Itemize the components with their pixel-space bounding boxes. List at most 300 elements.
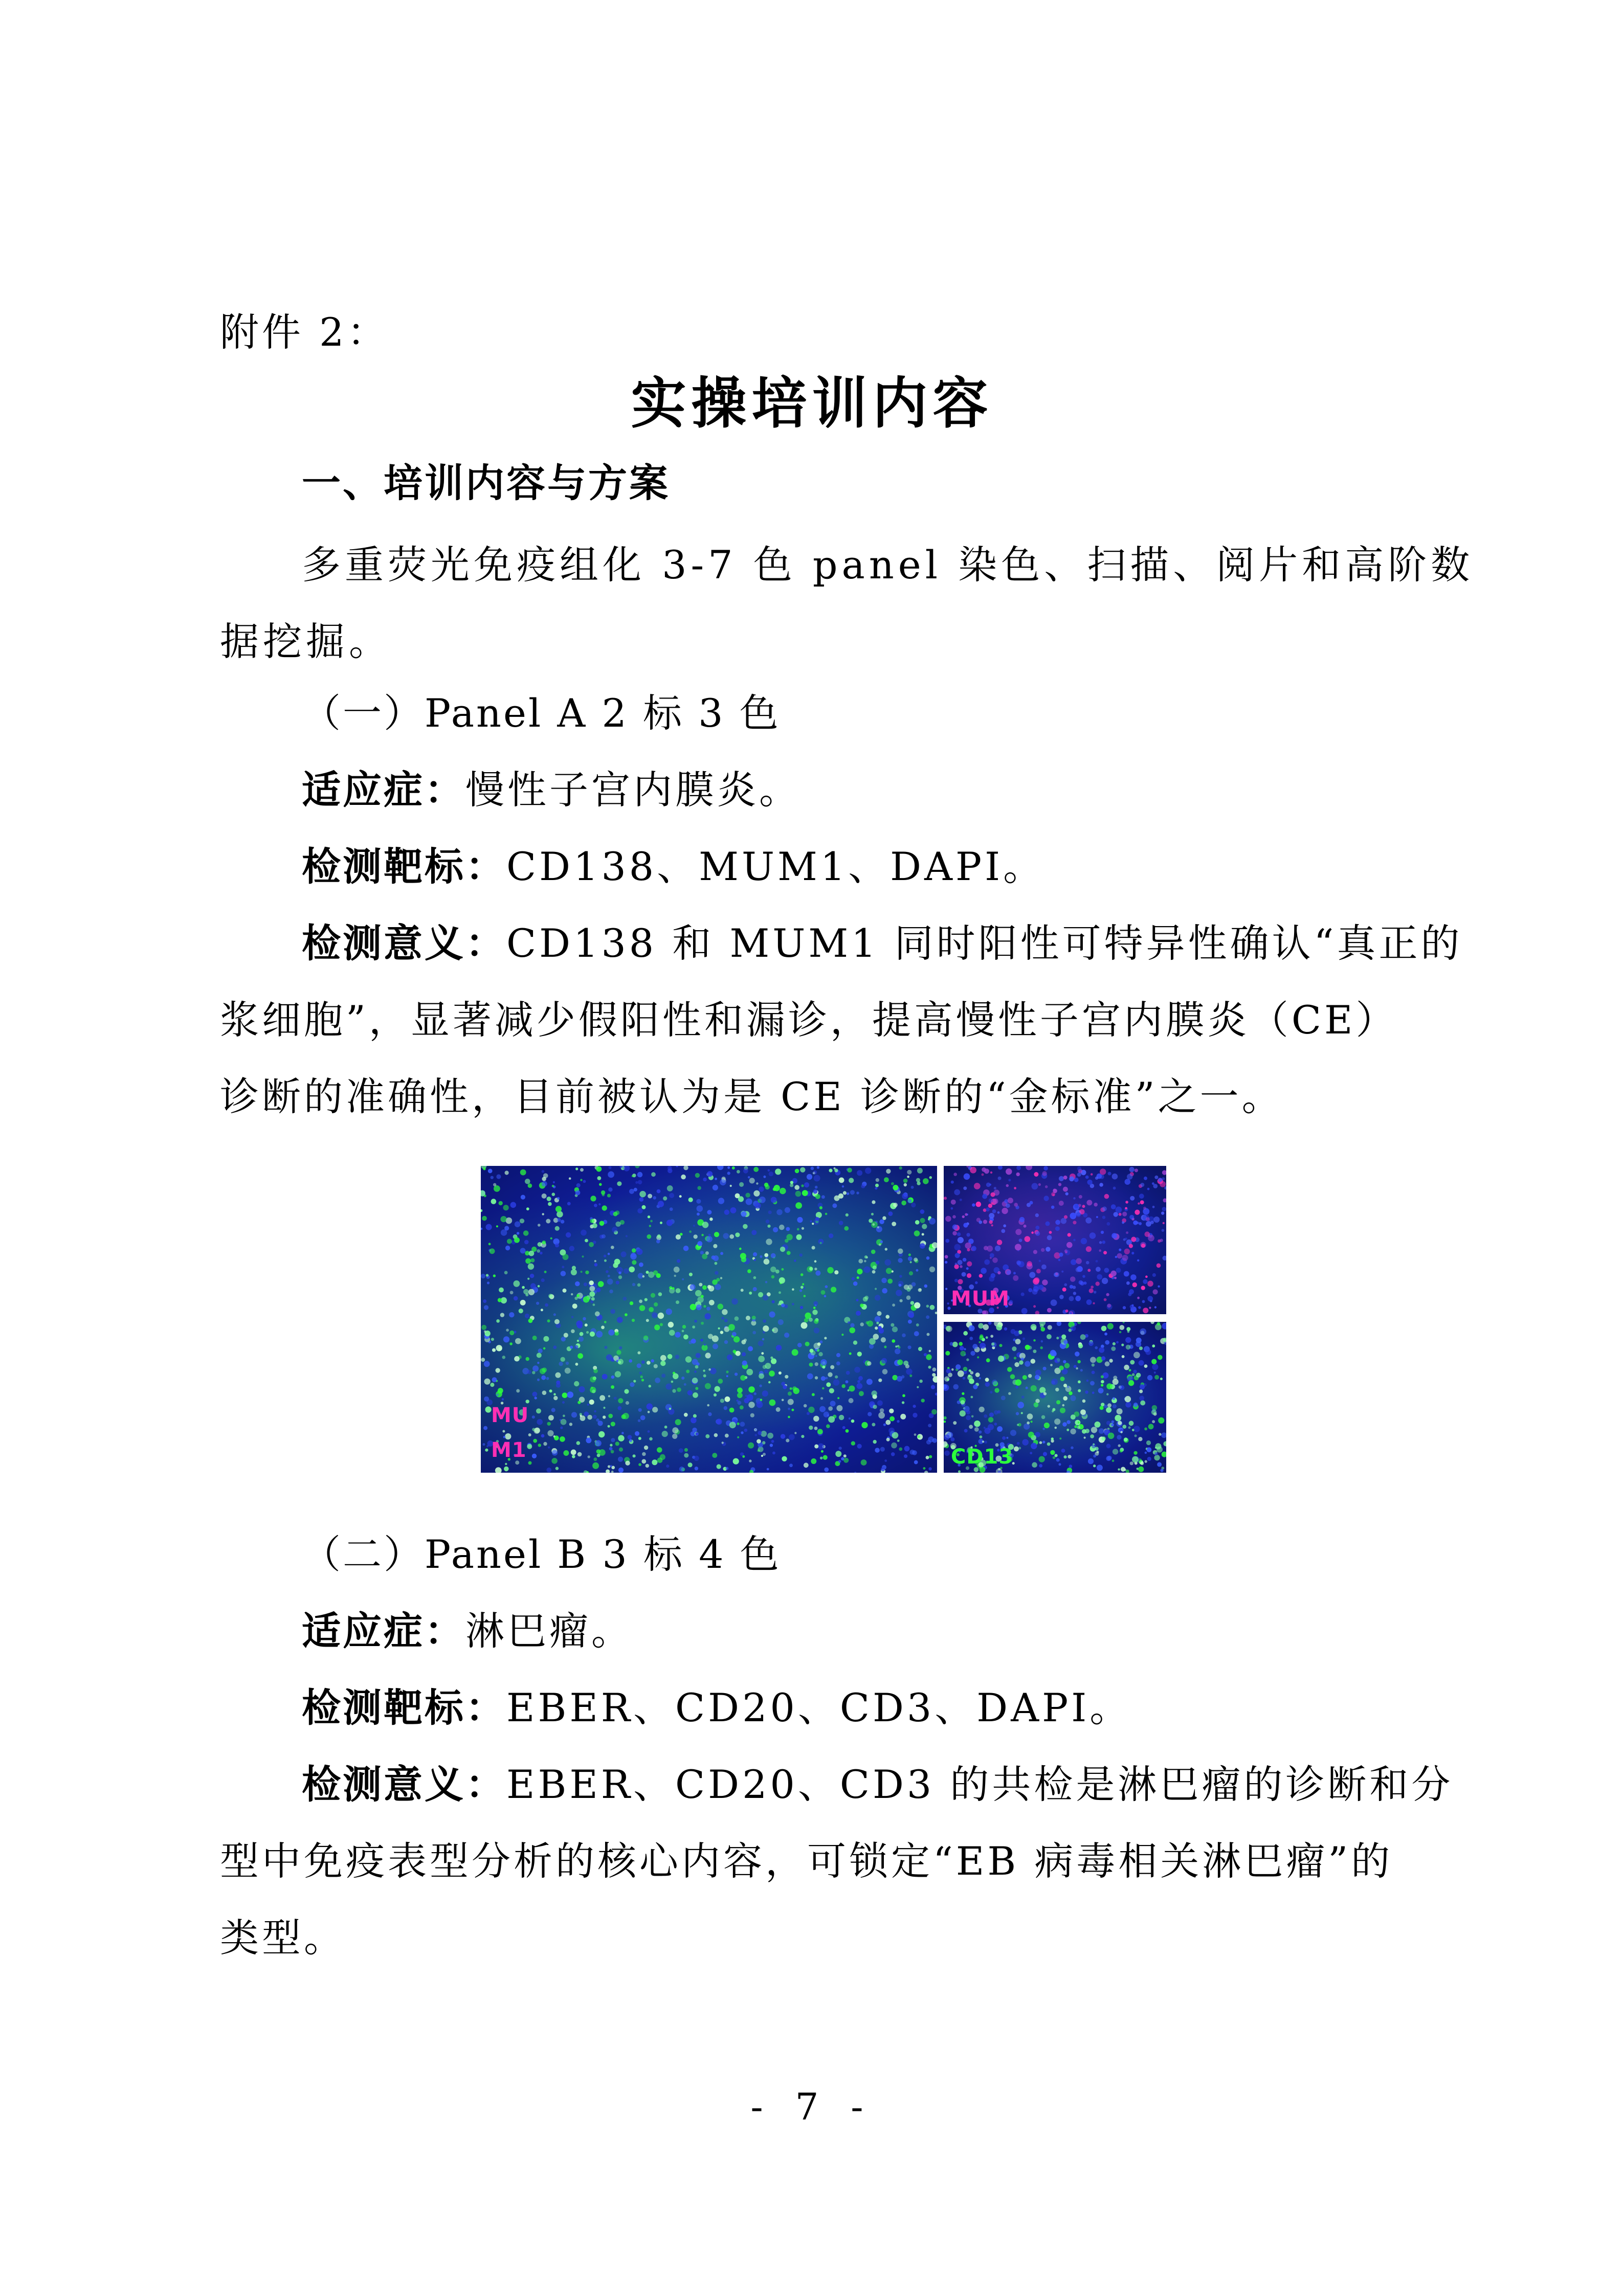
cell-speck: [519, 1309, 523, 1313]
cell-speck: [1063, 1340, 1067, 1344]
cell-speck: [1138, 1467, 1144, 1472]
cell-speck: [506, 1329, 509, 1332]
cell-speck: [729, 1408, 735, 1413]
cell-speck: [635, 1431, 639, 1436]
cell-speck: [929, 1413, 934, 1419]
cell-speck: [1064, 1455, 1067, 1458]
cell-speck: [873, 1440, 877, 1444]
cell-speck: [1063, 1176, 1067, 1180]
cell-speck: [674, 1267, 680, 1273]
cell-speck: [1086, 1246, 1092, 1252]
cell-speck: [637, 1172, 643, 1178]
cell-speck: [604, 1259, 607, 1262]
cell-speck: [884, 1459, 887, 1462]
cell-speck: [976, 1202, 982, 1207]
cell-speck: [864, 1260, 866, 1263]
cell-speck: [486, 1274, 488, 1276]
cell-speck: [1129, 1244, 1133, 1248]
cell-speck: [1126, 1231, 1128, 1234]
cell-speck: [752, 1331, 756, 1335]
cell-speck: [481, 1274, 485, 1278]
cell-speck: [958, 1470, 961, 1473]
cell-speck: [509, 1342, 513, 1345]
cell-speck: [781, 1434, 786, 1439]
cell-speck: [1061, 1271, 1063, 1273]
cell-speck: [814, 1319, 818, 1324]
cell-speck: [737, 1170, 740, 1174]
cell-speck: [944, 1451, 950, 1456]
cell-speck: [771, 1197, 777, 1203]
cell-speck: [755, 1203, 761, 1209]
cell-speck: [571, 1269, 577, 1275]
cell-speck: [696, 1353, 701, 1358]
cell-speck: [882, 1216, 886, 1220]
cell-speck: [689, 1273, 693, 1276]
cell-speck: [1022, 1375, 1027, 1380]
cell-speck: [649, 1385, 651, 1387]
cell-speck: [661, 1374, 665, 1378]
cell-speck: [776, 1345, 782, 1350]
cell-speck: [932, 1376, 937, 1383]
cell-speck: [951, 1207, 953, 1210]
cell-speck: [814, 1327, 819, 1333]
cell-speck: [547, 1468, 552, 1473]
cell-speck: [732, 1332, 737, 1337]
cell-speck: [1163, 1256, 1166, 1260]
cell-speck: [697, 1212, 700, 1215]
cell-speck: [1147, 1296, 1153, 1301]
cell-speck: [1078, 1344, 1083, 1348]
cell-speck: [820, 1359, 827, 1366]
cell-speck: [1079, 1195, 1082, 1199]
cell-speck: [483, 1443, 485, 1446]
cell-speck: [917, 1181, 920, 1185]
cell-speck: [555, 1206, 562, 1212]
cell-speck: [1056, 1400, 1060, 1404]
cell-speck: [923, 1467, 925, 1470]
cell-speck: [483, 1167, 486, 1170]
cell-speck: [610, 1309, 615, 1314]
cell-speck: [1152, 1182, 1154, 1185]
cell-speck: [1134, 1434, 1137, 1437]
cell-speck: [692, 1325, 695, 1329]
cell-speck: [715, 1178, 717, 1180]
cell-speck: [680, 1233, 683, 1236]
cell-speck: [951, 1200, 956, 1205]
cell-speck: [555, 1243, 559, 1247]
cell-speck: [988, 1322, 992, 1325]
cell-speck: [1025, 1236, 1031, 1242]
cell-speck: [1158, 1286, 1160, 1288]
cell-speck: [1120, 1386, 1122, 1388]
cell-speck: [849, 1398, 854, 1403]
cell-speck: [1111, 1421, 1115, 1424]
cell-speck: [501, 1216, 507, 1222]
cell-speck: [642, 1275, 645, 1278]
cell-speck: [867, 1320, 873, 1326]
cell-speck: [684, 1453, 688, 1458]
cell-speck: [1154, 1452, 1158, 1456]
cell-speck: [843, 1458, 849, 1463]
cell-speck: [1025, 1345, 1030, 1350]
cell-speck: [1161, 1432, 1166, 1438]
cell-speck: [875, 1288, 877, 1290]
cell-speck: [612, 1227, 617, 1232]
cell-speck: [1041, 1340, 1043, 1343]
cell-speck: [839, 1415, 844, 1420]
cell-speck: [1027, 1261, 1032, 1267]
cell-speck: [516, 1389, 520, 1392]
cell-speck: [1143, 1207, 1146, 1210]
cell-speck: [975, 1281, 978, 1285]
cell-speck: [646, 1271, 649, 1274]
cell-speck: [679, 1467, 684, 1472]
cell-speck: [928, 1366, 931, 1369]
cell-speck: [694, 1370, 696, 1372]
cell-speck: [926, 1440, 931, 1445]
cell-speck: [1039, 1260, 1041, 1262]
cell-speck: [780, 1247, 785, 1252]
cell-speck: [830, 1401, 836, 1406]
cell-speck: [909, 1375, 912, 1377]
cell-speck: [1017, 1424, 1019, 1426]
cell-speck: [771, 1358, 776, 1364]
cell-speck: [599, 1221, 605, 1226]
cell-speck: [1129, 1289, 1134, 1294]
cell-speck: [577, 1323, 583, 1329]
cell-speck: [639, 1305, 646, 1311]
cell-speck: [499, 1201, 503, 1205]
cell-speck: [1116, 1268, 1121, 1273]
cell-speck: [815, 1194, 820, 1199]
cell-speck: [1021, 1293, 1025, 1296]
cell-speck: [563, 1450, 569, 1456]
cell-speck: [789, 1434, 795, 1440]
cell-speck: [955, 1364, 961, 1369]
cell-speck: [754, 1434, 757, 1436]
cell-speck: [555, 1226, 560, 1231]
cell-speck: [875, 1316, 881, 1322]
cell-speck: [551, 1408, 555, 1412]
cell-speck: [683, 1166, 688, 1170]
cell-speck: [566, 1232, 571, 1237]
cell-speck: [876, 1322, 879, 1324]
cell-speck: [885, 1420, 891, 1425]
cell-speck: [963, 1258, 967, 1262]
cell-speck: [1145, 1275, 1148, 1278]
cell-speck: [1045, 1247, 1050, 1251]
cell-speck: [644, 1446, 648, 1450]
cell-speck: [543, 1347, 546, 1350]
cell-speck: [1060, 1377, 1065, 1381]
cell-speck: [1042, 1440, 1045, 1443]
cell-speck: [638, 1408, 642, 1412]
cell-speck: [1119, 1325, 1124, 1330]
cell-speck: [708, 1234, 711, 1236]
cell-speck: [611, 1385, 614, 1389]
cell-speck: [520, 1219, 524, 1223]
cell-speck: [657, 1447, 662, 1453]
cell-speck: [1150, 1221, 1154, 1224]
cell-speck: [538, 1444, 541, 1447]
cell-speck: [597, 1454, 600, 1457]
cell-speck: [746, 1199, 752, 1205]
cell-speck: [1021, 1395, 1025, 1399]
cell-speck: [776, 1209, 783, 1215]
cell-speck: [1069, 1177, 1074, 1182]
cell-speck: [953, 1384, 959, 1390]
cell-speck: [681, 1377, 684, 1380]
cell-speck: [742, 1455, 745, 1458]
cell-speck: [541, 1309, 543, 1311]
cell-speck: [580, 1168, 584, 1172]
cell-speck: [954, 1279, 958, 1282]
cell-speck: [500, 1313, 504, 1317]
cell-speck: [888, 1211, 893, 1216]
cell-speck: [1077, 1266, 1083, 1272]
cell-speck: [1113, 1404, 1117, 1408]
cell-speck: [484, 1331, 486, 1333]
cell-speck: [1002, 1208, 1008, 1214]
merged-cell-dots: [481, 1166, 937, 1473]
cell-speck: [920, 1209, 925, 1214]
cell-speck: [1133, 1403, 1138, 1407]
cell-speck: [994, 1388, 999, 1392]
cell-speck: [1033, 1305, 1036, 1308]
cell-speck: [714, 1232, 719, 1237]
cell-speck: [709, 1300, 715, 1305]
cell-speck: [650, 1220, 653, 1223]
cell-speck: [906, 1368, 912, 1375]
cell-speck: [525, 1314, 529, 1318]
cell-speck: [1132, 1373, 1135, 1376]
cell-speck: [1130, 1461, 1133, 1465]
cell-speck: [1091, 1173, 1093, 1176]
cell-speck: [642, 1205, 646, 1209]
cell-speck: [1041, 1265, 1047, 1270]
cell-speck: [603, 1415, 606, 1419]
cell-speck: [1111, 1271, 1117, 1276]
cell-speck: [692, 1359, 698, 1365]
cell-speck: [1021, 1308, 1028, 1314]
cell-speck: [899, 1284, 902, 1287]
cell-speck: [860, 1322, 864, 1326]
cell-speck: [1122, 1255, 1128, 1261]
cell-speck: [876, 1260, 879, 1264]
cell-speck: [986, 1183, 991, 1187]
cell-speck: [902, 1193, 908, 1199]
cell-speck: [633, 1380, 636, 1382]
cell-speck: [778, 1291, 781, 1294]
cell-speck: [809, 1267, 813, 1271]
cell-speck: [918, 1288, 922, 1292]
cell-speck: [660, 1355, 666, 1361]
cell-speck: [768, 1381, 771, 1384]
cell-speck: [643, 1336, 649, 1341]
cell-speck: [713, 1244, 717, 1248]
cell-speck: [611, 1376, 615, 1379]
cell-speck: [962, 1392, 964, 1395]
cell-speck: [1126, 1281, 1130, 1285]
cell-speck: [569, 1423, 572, 1426]
cell-speck: [1125, 1179, 1131, 1185]
cell-speck: [1054, 1419, 1060, 1425]
cell-speck: [647, 1234, 651, 1239]
cell-speck: [794, 1432, 796, 1434]
cell-speck: [1099, 1241, 1102, 1244]
cell-speck: [884, 1177, 889, 1182]
cell-speck: [591, 1387, 593, 1389]
cell-speck: [979, 1407, 985, 1412]
cell-speck: [593, 1415, 597, 1419]
cell-speck: [821, 1450, 824, 1453]
cell-speck: [990, 1172, 992, 1174]
cell-speck: [606, 1470, 610, 1473]
cell-speck: [560, 1436, 565, 1442]
cell-speck: [764, 1258, 770, 1265]
cell-speck: [926, 1456, 929, 1459]
cell-speck: [1015, 1339, 1021, 1344]
cell-speck: [875, 1326, 878, 1330]
cell-speck: [944, 1416, 947, 1420]
cell-speck: [639, 1299, 642, 1303]
cell-speck: [836, 1361, 840, 1365]
cell-speck: [805, 1342, 810, 1346]
cell-speck: [598, 1281, 604, 1287]
cell-speck: [1016, 1412, 1019, 1415]
cell-speck: [658, 1201, 664, 1207]
cell-speck: [1100, 1406, 1104, 1410]
cell-speck: [799, 1289, 802, 1292]
cell-speck: [1013, 1275, 1018, 1281]
cell-speck: [992, 1209, 996, 1213]
cell-speck: [718, 1379, 723, 1384]
cell-speck: [966, 1415, 971, 1421]
cell-speck: [542, 1194, 547, 1199]
cell-speck: [1038, 1183, 1041, 1186]
cell-speck: [1112, 1459, 1115, 1462]
cell-speck: [681, 1175, 686, 1180]
cell-speck: [944, 1421, 946, 1423]
cell-speck: [1104, 1405, 1107, 1408]
cell-speck: [931, 1385, 935, 1389]
cell-speck: [1093, 1455, 1096, 1458]
cell-speck: [713, 1185, 718, 1190]
cell-speck: [593, 1303, 595, 1306]
cell-speck: [825, 1285, 828, 1288]
cell-speck: [1003, 1224, 1006, 1227]
cell-speck: [596, 1166, 602, 1172]
cell-speck: [523, 1230, 529, 1236]
cell-speck: [695, 1365, 699, 1369]
page-title: 实操培训内容: [631, 372, 993, 436]
cell-speck: [637, 1352, 640, 1355]
cell-speck: [710, 1368, 717, 1375]
cell-speck: [532, 1392, 538, 1397]
cell-speck: [1152, 1364, 1158, 1370]
cell-speck: [801, 1184, 804, 1187]
cell-speck: [753, 1287, 757, 1291]
cell-speck: [660, 1454, 665, 1460]
cell-speck: [608, 1187, 612, 1191]
cell-speck: [820, 1397, 823, 1400]
cell-speck: [1063, 1360, 1066, 1363]
cell-speck: [945, 1239, 949, 1243]
cell-speck: [1073, 1239, 1076, 1242]
cell-speck: [488, 1169, 493, 1174]
cell-speck: [836, 1353, 840, 1357]
cell-speck: [764, 1369, 768, 1374]
cell-speck: [1140, 1183, 1144, 1187]
cell-speck: [1113, 1342, 1116, 1345]
cell-speck: [872, 1223, 875, 1226]
cell-speck: [1078, 1389, 1081, 1392]
cell-speck: [1075, 1296, 1081, 1301]
cell-speck: [726, 1375, 728, 1377]
cell-speck: [549, 1389, 552, 1392]
cell-speck: [720, 1277, 722, 1279]
cell-speck: [1052, 1408, 1055, 1411]
cell-speck: [635, 1166, 639, 1168]
cell-speck: [724, 1209, 729, 1214]
cell-speck: [684, 1448, 688, 1452]
cell-speck: [763, 1325, 769, 1332]
cell-speck: [975, 1372, 980, 1377]
cell-speck: [590, 1332, 595, 1337]
cell-speck: [746, 1369, 753, 1376]
cell-speck: [1128, 1380, 1134, 1386]
cell-speck: [695, 1290, 702, 1297]
cell-speck: [972, 1203, 975, 1206]
cell-speck: [857, 1380, 860, 1383]
cell-speck: [589, 1242, 594, 1247]
cell-speck: [926, 1354, 931, 1360]
cell-speck: [1141, 1244, 1145, 1248]
cell-speck: [632, 1283, 635, 1286]
cell-speck: [901, 1201, 906, 1206]
cell-speck: [1043, 1452, 1047, 1456]
cell-speck: [1070, 1212, 1077, 1219]
cell-speck: [807, 1374, 813, 1380]
cell-speck: [664, 1426, 668, 1429]
cell-speck: [1033, 1339, 1036, 1342]
cell-speck: [490, 1248, 495, 1254]
cell-speck: [726, 1370, 728, 1373]
cell-speck: [554, 1319, 560, 1324]
cell-speck: [1040, 1346, 1043, 1349]
cell-speck: [913, 1405, 916, 1408]
cell-speck: [1019, 1217, 1025, 1222]
cell-speck: [485, 1449, 488, 1452]
cell-speck: [608, 1172, 614, 1178]
cell-speck: [1154, 1176, 1158, 1179]
cell-speck: [998, 1177, 1002, 1180]
cell-speck: [692, 1428, 697, 1432]
cell-speck: [742, 1361, 747, 1366]
cell-speck: [758, 1356, 765, 1362]
cell-speck: [517, 1232, 519, 1234]
cell-speck: [959, 1342, 963, 1346]
cell-speck: [1059, 1253, 1063, 1257]
cell-speck: [1106, 1393, 1108, 1395]
cell-speck: [883, 1424, 886, 1426]
cell-speck: [879, 1220, 884, 1224]
cell-speck: [881, 1278, 887, 1284]
cell-speck: [1140, 1329, 1146, 1335]
cell-speck: [873, 1266, 877, 1270]
cell-speck: [1107, 1303, 1111, 1308]
cell-speck: [747, 1394, 753, 1401]
